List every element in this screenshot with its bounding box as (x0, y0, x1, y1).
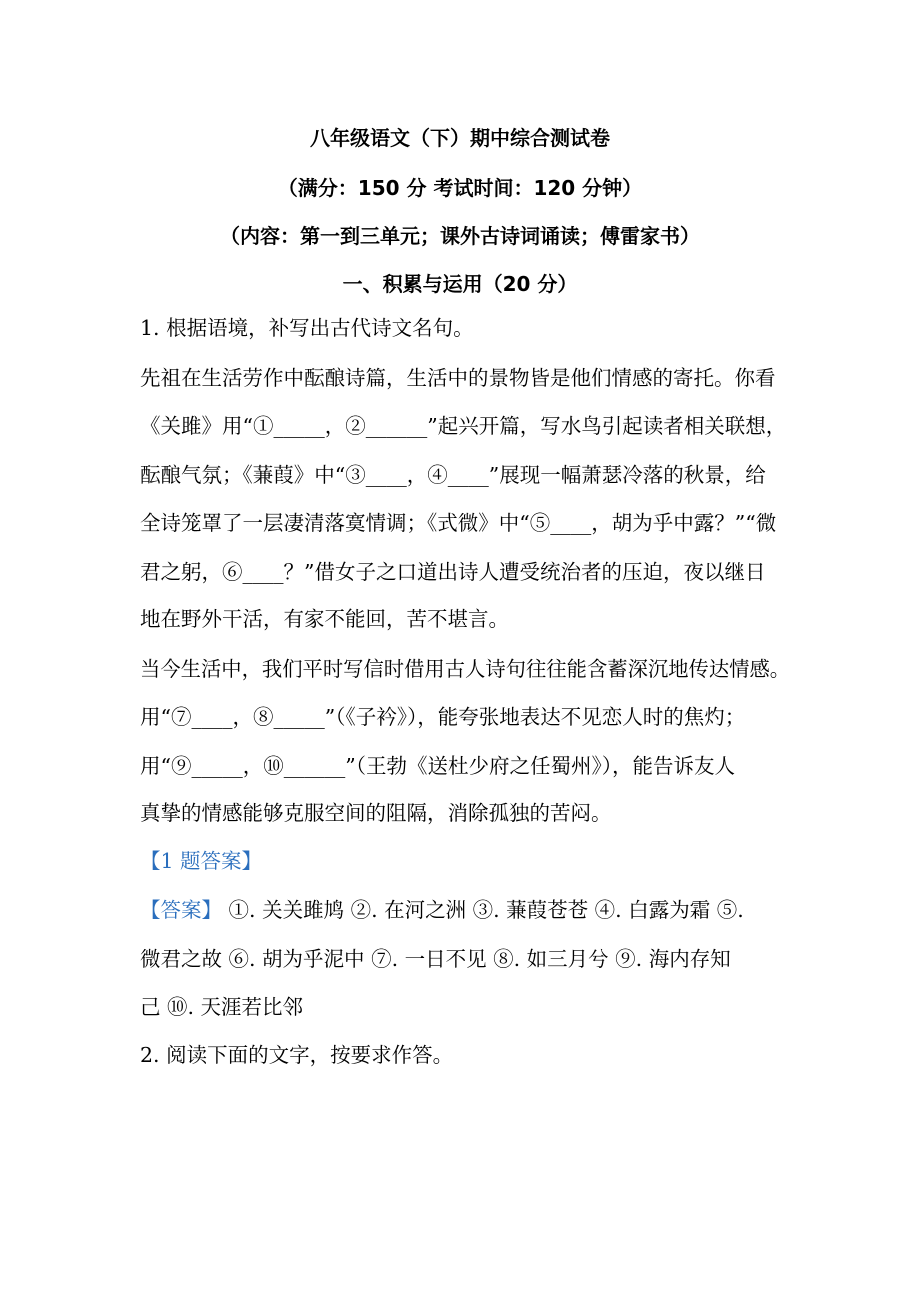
q1-text-line: 酝酿气氛；《蒹葭》中“③____，④____”展现一幅萧瑟冷落的秋景，给 (140, 463, 766, 487)
answer-line: 微君之故 ⑥. 胡为乎泥中 ⑦. 一日不见 ⑧. 如三月兮 ⑨. 海内存知 (140, 947, 731, 971)
q1-prompt: 1. 根据语境，补写出古代诗文名句。 (140, 316, 474, 340)
q1-text-line: 真挚的情感能够克服空间的阻隔，消除孤独的苦闷。 (140, 801, 612, 825)
q1-text-line: 君之躬，⑥____？”借女子之口道出诗人遭受统治者的压迫，夜以继日 (140, 560, 766, 584)
section-heading: 一、积累与运用（20 分） (342, 272, 578, 296)
answer-label: 【答案】 (140, 898, 222, 922)
answer-text: ①. 关关雎鸠 ②. 在河之洲 ③. 蒹葭苍苍 ④. 白露为霜 ⑤. (228, 898, 744, 922)
exam-title: 八年级语文（下）期中综合测试卷 (310, 126, 610, 150)
q1-text-line: 用“⑨_____，⑩______”（王勃《送杜少府之任蜀州》），能告诉友人 (140, 754, 735, 778)
exam-meta: （满分：150 分 考试时间：120 分钟） (277, 176, 643, 200)
q1-text-line: 用“⑦____，⑧_____”（《子衿》），能夸张地表达不见恋人时的焦灼； (140, 705, 746, 729)
answer-line (140, 895, 790, 925)
q1-text-line: 当今生活中，我们平时写信时借用古人诗句往往能含蓄深沉地传达情感。 (140, 657, 791, 681)
q2-prompt: 2. 阅读下面的文字，按要求作答。 (140, 1043, 454, 1067)
answer-line: 己 ⑩. 天涯若比邻 (140, 995, 304, 1019)
q1-text-line: 先祖在生活劳作中酝酿诗篇，生活中的景物皆是他们情感的寄托。你看 (140, 366, 776, 390)
answer-heading: 【1 题答案】 (140, 849, 263, 873)
q1-text-line: 地在野外干活，有家不能回，苦不堪言。 (140, 607, 509, 631)
q1-text-line: 《关雎》用“①_____，②______”起兴开篇，写水鸟引起读者相关联想， (140, 414, 787, 438)
exam-scope: （内容：第一到三单元；课外古诗词诵读；傅雷家书） (220, 224, 700, 248)
q1-text-line: 全诗笼罩了一层凄清落寞情调；《式微》中“⑤____，胡为乎中露？”“微 (140, 511, 777, 535)
